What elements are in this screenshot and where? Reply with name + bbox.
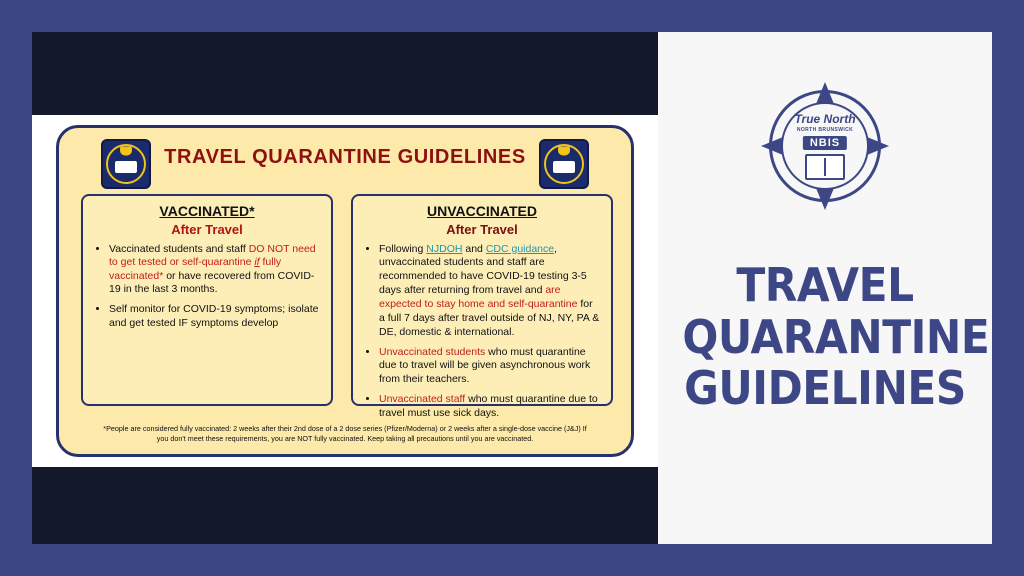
vaccinated-bullet-list xyxy=(93,243,321,331)
unvaccinated-bullet-list xyxy=(363,243,601,421)
page-title-line-3: GUIDELINES xyxy=(684,361,966,416)
list-item: • Unvaccinated students who must quarantine due to travel will be given asynchronous work from their teachers. xyxy=(379,346,601,388)
unvaccinated-column xyxy=(351,194,613,419)
poster-title: TRAVEL QUARANTINE GUIDELINES xyxy=(164,146,526,168)
vaccinated-heading: VACCINATED* xyxy=(159,203,255,219)
list-item: • Following NJDOH and CDC guidance, unvaccinated students and staff are recommended to have COVID-19 testing 3-5 days after returning from travel and are expected to stay home and self-quarantine for a full 7 days after travel outside of NJ, NY, PA & DE, domestic & international. xyxy=(379,243,601,340)
list-item: • Vaccinated students and staff DO NOT need to get tested or self-quarantine if fully vaccinated* or have recovered from COVID-19 in the last 3 months. xyxy=(109,243,321,298)
slide-text-panel xyxy=(658,32,992,544)
logo-subtitle-text: NORTH BRUNSWICK xyxy=(796,127,854,133)
poster-footnote: *People are considered fully vaccinated: 2 weeks after their 2nd dose of a 2 dose series (Pfizer/Moderna) or 2 weeks after a single-dose vaccine (J&J) If you don't meet these requirements, you are NOT fully vaccinated. Keep taking all precautions until you are vaccinated. xyxy=(103,423,587,443)
logo-true-north-text: True North xyxy=(794,112,856,126)
page-title xyxy=(682,258,990,416)
true-north-compass-logo xyxy=(763,84,887,208)
list-item: • Self monitor for COVID-19 symptoms; isolate and get tested IF symptoms develop xyxy=(109,303,321,330)
page-title-line-1: TRAVEL xyxy=(736,258,914,312)
poster-body xyxy=(56,125,634,457)
quarantine-poster xyxy=(32,115,658,467)
logo-badge-text: NBIS xyxy=(803,136,847,150)
vaccinated-subheading: After Travel xyxy=(171,221,243,237)
unvaccinated-heading: UNVACCINATED xyxy=(427,203,537,219)
vaccinated-column xyxy=(81,194,333,406)
unvaccinated-subheading: After Travel xyxy=(446,221,518,237)
slide-image-panel xyxy=(32,32,658,544)
list-item: • Unvaccinated staff who must quarantine due to travel must use sick days. xyxy=(379,393,601,421)
open-book-icon xyxy=(805,154,845,180)
page-title-line-2: QUARANTINE xyxy=(682,309,990,364)
